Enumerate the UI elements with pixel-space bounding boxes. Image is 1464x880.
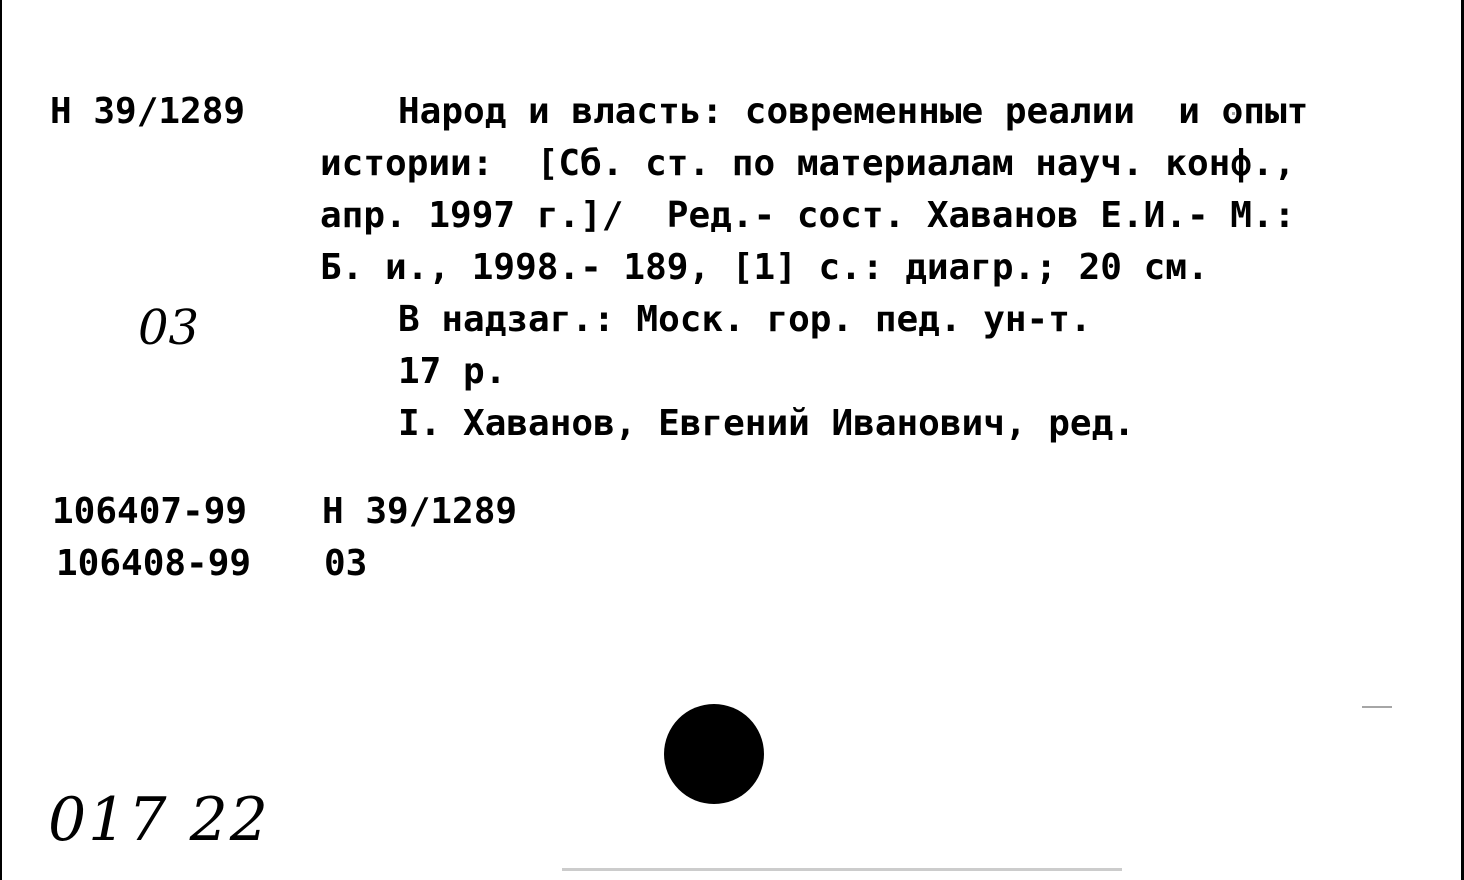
description-line-3: апр. 1997 г.]/ Ред.- сост. Хаванов Е.И.- М.: <box>320 195 1296 236</box>
scan-speck <box>1362 706 1392 708</box>
bibliographic-description <box>320 86 1440 450</box>
description-line-2: истории: [Сб. ст. по материалам науч. конф., <box>320 143 1296 184</box>
note-line-price: 17 р. <box>398 351 507 392</box>
shelf-mark-1: Н 39/1289 <box>322 491 518 532</box>
handwritten-code: 017 22 <box>48 785 270 855</box>
shelf-mark-2: 03 <box>324 543 368 584</box>
call-number: Н 39/1289 <box>50 91 246 132</box>
scan-speck <box>562 868 1122 871</box>
scan-speck <box>1232 112 1235 115</box>
description-line-4: Б. и., 1998.- 189, [1] с.: диагр.; 20 см. <box>320 247 1209 288</box>
note-line-added-entry: I. Хаванов, Евгений Иванович, ред. <box>398 403 1135 444</box>
handwritten-mark: 03 <box>138 300 200 356</box>
inventory-number-2: 106408-99 <box>56 543 252 584</box>
punch-hole <box>664 704 764 804</box>
note-line-header: В надзаг.: Моск. гор. пед. ун-т. <box>398 299 1092 340</box>
inventory-number-1: 106407-99 <box>52 491 248 532</box>
description-line-1: Народ и власть: современные реалии и опыт <box>398 91 1309 132</box>
